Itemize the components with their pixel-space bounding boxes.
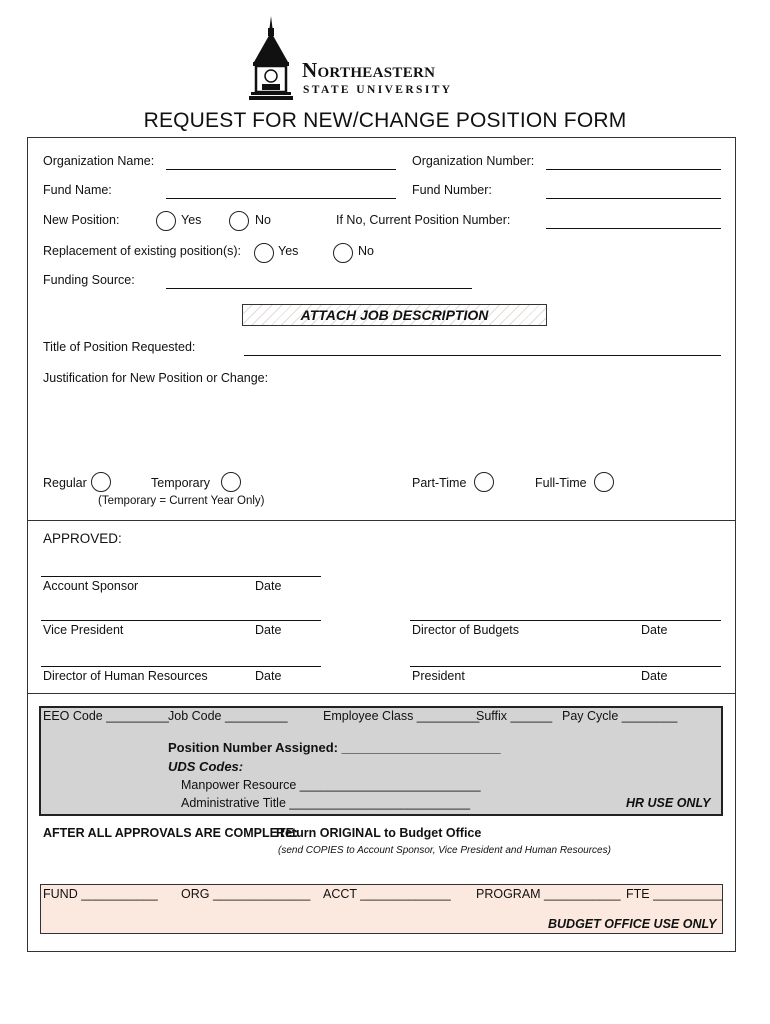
current-position-number-label: If No, Current Position Number:: [336, 213, 511, 227]
account-sponsor-signature-line[interactable]: [41, 576, 321, 577]
fte-field[interactable]: FTE __________: [626, 887, 723, 901]
organization-number-label: Organization Number:: [412, 154, 535, 168]
administrative-title-field[interactable]: Administrative Title __________________________: [181, 796, 471, 810]
university-subname: STATE UNIVERSITY: [303, 84, 453, 96]
new-position-label: New Position:: [43, 213, 120, 227]
attach-job-description-banner: ATTACH JOB DESCRIPTION: [242, 304, 547, 326]
new-position-no-radio[interactable]: [229, 211, 249, 231]
org-code-field[interactable]: ORG ______________: [181, 887, 311, 901]
fund-name-field[interactable]: [166, 198, 396, 199]
president-label: President: [412, 669, 465, 683]
title-of-position-label: Title of Position Requested:: [43, 340, 196, 354]
replacement-no-radio[interactable]: [333, 243, 353, 263]
account-sponsor-label: Account Sponsor: [43, 579, 139, 593]
full-time-label: Full-Time: [535, 476, 587, 490]
vice-president-label: Vice President: [43, 623, 124, 637]
account-sponsor-date-label: Date: [255, 579, 282, 593]
position-number-assigned-field[interactable]: Position Number Assigned: ______________________: [168, 740, 501, 755]
approved-heading: APPROVED:: [43, 531, 122, 546]
director-budgets-date-label: Date: [641, 623, 668, 637]
fund-code-field[interactable]: FUND ___________: [43, 887, 158, 901]
job-code-field[interactable]: Job Code _________: [168, 709, 288, 723]
justification-field[interactable]: [43, 390, 723, 460]
acct-code-field[interactable]: ACCT _____________: [323, 887, 451, 901]
budget-office-use-only-label: BUDGET OFFICE USE ONLY: [548, 917, 717, 931]
fund-number-field[interactable]: [546, 198, 721, 199]
part-time-radio[interactable]: [474, 472, 494, 492]
program-code-field[interactable]: PROGRAM ___________: [476, 887, 621, 901]
uds-codes-heading: UDS Codes:: [168, 759, 244, 774]
temporary-note: (Temporary = Current Year Only): [98, 495, 265, 507]
temporary-radio[interactable]: [221, 472, 241, 492]
current-position-number-field[interactable]: [546, 228, 721, 229]
justification-label: Justification for New Position or Change:: [43, 371, 269, 385]
form-title: REQUEST FOR NEW/CHANGE POSITION FORM: [143, 109, 627, 132]
fund-number-label: Fund Number:: [412, 183, 492, 197]
temporary-label: Temporary: [151, 476, 211, 490]
replacement-yes-radio[interactable]: [254, 243, 274, 263]
university-name: Northeastern: [302, 58, 436, 82]
title-of-position-field[interactable]: [244, 355, 721, 356]
funding-source-label: Funding Source:: [43, 273, 135, 287]
replacement-yes-label: Yes: [278, 244, 299, 258]
replacement-label: Replacement of existing position(s):: [43, 244, 242, 258]
director-hr-signature-line[interactable]: [41, 666, 321, 667]
funding-source-field[interactable]: [166, 288, 472, 289]
vice-president-date-label: Date: [255, 623, 282, 637]
employee-class-field[interactable]: Employee Class _________: [323, 709, 480, 723]
eeo-code-field[interactable]: EEO Code _________: [43, 709, 169, 723]
director-budgets-signature-line[interactable]: [410, 620, 721, 621]
clock-tower-icon: [248, 14, 294, 102]
pay-cycle-field[interactable]: Pay Cycle ________: [562, 709, 678, 723]
section-divider: [27, 520, 736, 521]
new-position-yes-label: Yes: [181, 213, 202, 227]
organization-name-label: Organization Name:: [43, 154, 155, 168]
new-position-no-label: No: [255, 213, 271, 227]
director-hr-label: Director of Human Resources: [43, 669, 208, 683]
new-position-yes-radio[interactable]: [156, 211, 176, 231]
organization-name-field[interactable]: [166, 169, 396, 170]
section-divider: [27, 693, 736, 694]
organization-number-field[interactable]: [546, 169, 721, 170]
president-signature-line[interactable]: [410, 666, 721, 667]
director-hr-date-label: Date: [255, 669, 282, 683]
suffix-field[interactable]: Suffix ______: [476, 709, 553, 723]
director-budgets-label: Director of Budgets: [412, 623, 519, 637]
regular-label: Regular: [43, 476, 87, 490]
full-time-radio[interactable]: [594, 472, 614, 492]
return-original-label: Return ORIGINAL to Budget Office: [276, 826, 482, 840]
president-date-label: Date: [641, 669, 668, 683]
regular-radio[interactable]: [91, 472, 111, 492]
send-copies-note: (send COPIES to Account Sponsor, Vice President and Human Resources): [278, 845, 611, 856]
hr-use-only-label: HR USE ONLY: [626, 796, 711, 810]
vice-president-signature-line[interactable]: [41, 620, 321, 621]
part-time-label: Part-Time: [412, 476, 467, 490]
after-approvals-label: AFTER ALL APPROVALS ARE COMPLETE:: [43, 826, 299, 840]
fund-name-label: Fund Name:: [43, 183, 112, 197]
manpower-resource-field[interactable]: Manpower Resource __________________________: [181, 778, 481, 792]
replacement-no-label: No: [358, 244, 374, 258]
